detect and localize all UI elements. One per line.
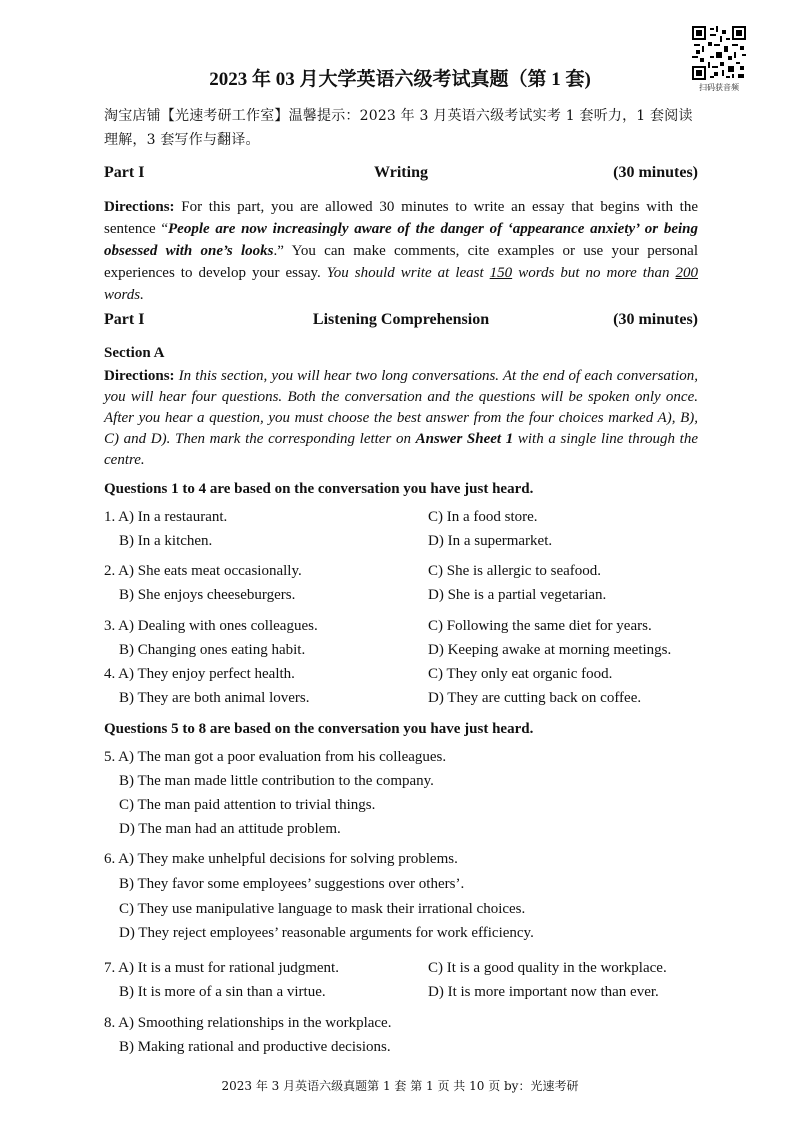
directions-label: Directions: [104, 199, 175, 215]
q4-option-b: B) They are both animal lovers. [119, 690, 310, 706]
q7-option-a: 7. A) It is a must for rational judgment. [104, 960, 339, 976]
min-word-count: 150 [489, 265, 513, 281]
part-header-listening [104, 311, 698, 333]
q5-option-d: D) The man had an attitude problem. [119, 821, 341, 837]
question-group-2-heading: Questions 5 to 8 are based on the conversation you have just heard. [104, 721, 534, 737]
q6-option-b: B) They favor some employees’ suggestions over others’. [119, 876, 465, 892]
part-number: Part I [104, 311, 145, 328]
q6-option-d: D) They reject employees’ reasonable arguments for work efficiency. [119, 925, 534, 941]
writing-directions: Directions: For this part, you are allowed 30 minutes to write an essay that begins with the sentence “People are now increasingly aware of the danger of ‘appearance anxiety’ or being obsessed with one’s looks.” You can make comments, cite examples or use your personal experiences to develop your essay. You should write at least 150 words but no more than 200 words. [104, 199, 699, 303]
page-footer: 2023 年 3 月英语六级真题第 1 套 第 1 页 共 10 页 by：光速考研 [221, 1079, 579, 1093]
q6-option-c: C) They use manipulative language to mask their irrational choices. [119, 901, 526, 917]
q4-option-c: C) They only eat organic food. [428, 666, 613, 682]
q7-option-d: D) It is more important now than ever. [428, 984, 659, 1000]
section-a-title: Section A [104, 345, 165, 361]
part-name: Listening Comprehension [312, 311, 490, 328]
q2-option-b: B) She enjoys cheeseburgers. [119, 587, 296, 603]
q8-option-a: 8. A) Smoothing relationships in the workplace. [104, 1015, 392, 1031]
question-group-1-heading: Questions 1 to 4 are based on the conversation you have just heard. [104, 481, 534, 497]
part-time: (30 minutes) [613, 164, 698, 181]
section-a-directions: Directions: In this section, you will hear two long conversations. At the end of each conversation, you will hear four questions. Both the conversation and the questions will be spoken only once. After you hear a question, you must choose the best answer from the four choices marked A), B), C) and D). Then mark the corresponding letter on Answer Sheet 1 with a single line through the centre. [104, 368, 699, 468]
qr-code-label: 扫码获音频 [699, 83, 739, 92]
q3-option-d: D) Keeping awake at morning meetings. [428, 642, 672, 658]
q3-option-b: B) Changing ones eating habit. [119, 642, 306, 658]
q4-option-a: 4. A) They enjoy perfect health. [104, 666, 295, 682]
q7-option-c: C) It is a good quality in the workplace. [428, 960, 667, 976]
q5-option-b: B) The man made little contribution to the company. [119, 773, 434, 789]
q4-option-d: D) They are cutting back on coffee. [428, 690, 642, 706]
q2-option-a: 2. A) She eats meat occasionally. [104, 563, 302, 579]
q3-option-a: 3. A) Dealing with ones colleagues. [104, 618, 318, 634]
q8-option-b: B) Making rational and productive decisions. [119, 1039, 391, 1055]
q2-option-c: C) She is allergic to seafood. [428, 563, 602, 579]
part-name: Writing [374, 164, 428, 181]
q3-option-c: C) Following the same diet for years. [428, 618, 652, 634]
page-title: 2023 年 03 月大学英语六级考试真题（第 1 套) [209, 69, 591, 90]
q1-option-d: D) In a supermarket. [428, 533, 553, 549]
store-notice: 淘宝店铺【光速考研工作室】温馨提示：2023 年 3 月英语六级考试实考 1 套听力，1 套阅读理解，3 套写作与翻译。 [104, 108, 693, 148]
answer-sheet-ref: Answer Sheet 1 [415, 431, 514, 447]
q2-option-d: D) She is a partial vegetarian. [428, 587, 607, 603]
max-word-count: 200 [675, 265, 698, 281]
q6-option-a: 6. A) They make unhelpful decisions for solving problems. [104, 851, 458, 867]
q1-option-b: B) In a kitchen. [119, 533, 213, 549]
part-header-writing [104, 164, 698, 186]
q5-option-a: 5. A) The man got a poor evaluation from his colleagues. [104, 749, 447, 765]
q7-option-b: B) It is more of a sin than a virtue. [119, 984, 326, 1000]
essay-prompt: People are now increasingly aware of the danger of ‘appearance anxiety’ or being obsessed with one’s looks [104, 221, 698, 259]
q1-option-a: 1. A) In a restaurant. [104, 509, 228, 525]
q5-option-c: C) The man paid attention to trivial things. [119, 797, 376, 813]
part-number: Part I [104, 164, 145, 181]
part-time: (30 minutes) [613, 311, 698, 328]
directions-label: Directions: [104, 368, 175, 384]
q1-option-c: C) In a food store. [428, 509, 538, 525]
